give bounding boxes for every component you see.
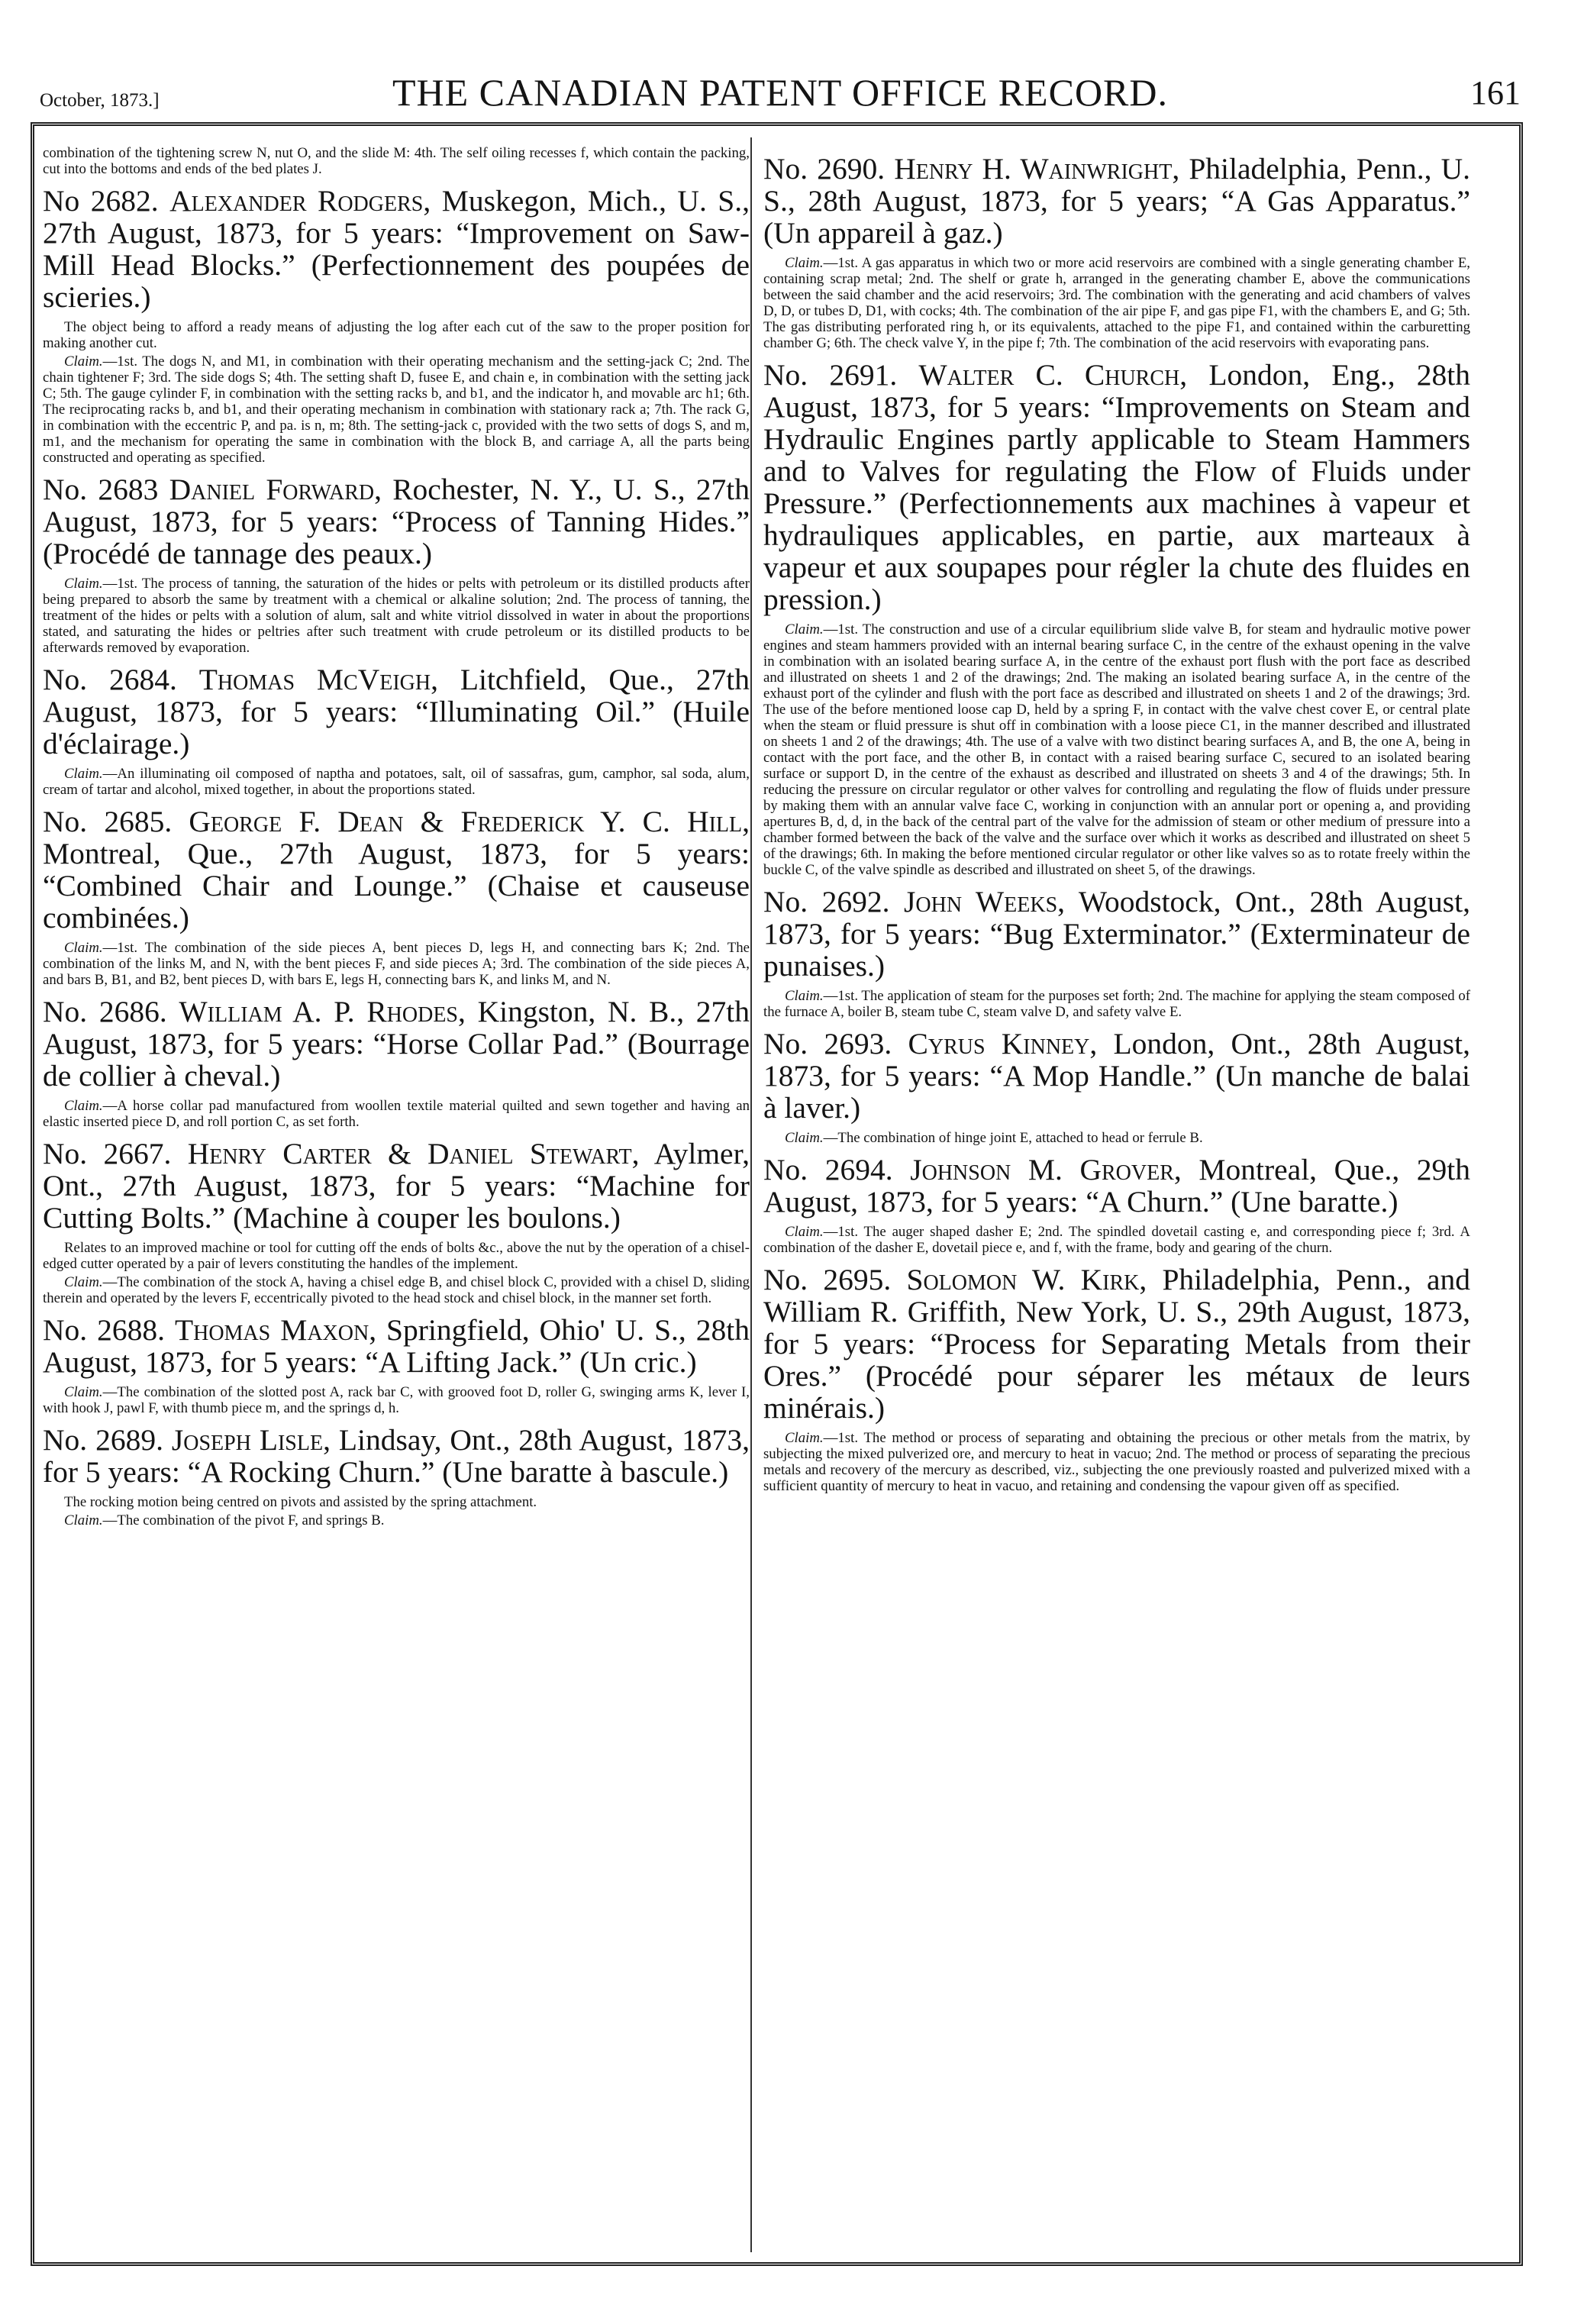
patent-number: No. 2690. (763, 152, 886, 186)
claim-text: —1st. The auger shaped dasher E; 2nd. The spindled dovetail casting e, and corresponding piece f; 3rd. A combination of the dasher E, dovetail piece e, and f, with the frame, body and gearing of the churn. (763, 1224, 1470, 1256)
patentee-name: Alexander Rodgers, (169, 184, 431, 218)
patent-entry (43, 1314, 750, 1416)
patent-entry (43, 1424, 750, 1528)
patent-number: No. 2685. (43, 805, 173, 838)
journal-title: THE CANADIAN PATENT OFFICE RECORD. (392, 71, 1169, 114)
patent-claim (763, 255, 1470, 351)
claim-text: —1st. A gas apparatus in which two or more acid reservoirs are combined with a single generating chamber E, containing scrap metal; 2nd. The shelf or grate h, arranged in the generating chamber E, above the communications between the said chamber and the acid reservoirs; 3rd. The combination with the generating and acid chambers of valves D, D, or tubes D, D1, with cocks; 4th. The combination of the air pipe F, and gas pipe F1, with the chambers E, and G; 5th. The gas distributing perforated ring h, or its equivalents, attached to the pipe F1, and contained within the carburetting chamber G; 6th. The check valve Y, in the pipe f; 7th. The combination of the acid reservoirs with evaporating pans. (763, 255, 1470, 351)
page-number: 161 (1470, 74, 1521, 111)
patent-claim (43, 353, 750, 466)
claim-text: —The combination of the pivot F, and springs B. (102, 1512, 385, 1528)
patent-claim (763, 1130, 1470, 1146)
claim-label: Claim. (785, 988, 824, 1004)
patent-details: Philadelphia, Penn., and William R. Griffith, New York, U. S., 29th August, 1873, for 5 years: “Process for Separating Metals from their Ores.” (Procédé pour séparer les métaux de leurs minérais.) (763, 1263, 1471, 1425)
claim-text: —An illuminating oil composed of naptha and potatoes, salt, oil of sassafras, gum, camphor, sal soda, alum, cream of tartar and alcohol, mixed together, in about the proportions stated. (43, 766, 750, 798)
patent-number: No. 2683 (43, 473, 159, 506)
patent-entry (763, 359, 1470, 878)
patent-entry (43, 1138, 750, 1306)
claim-text: —1st. The combination of the side pieces A, bent pieces D, legs H, and connecting bars K; 2nd. The combination of the links M, and N, with the bent pieces F, and side pieces A; 3rd. The combination of the side pieces A, and bars B, B1, and B2, bent pieces D, with bars E, legs H, connecting bars K, and links M, and N. (43, 940, 750, 988)
patent-claim (43, 766, 750, 798)
patent-details: Montreal, Que., 27th August, 1873, for 5 years: “Combined Chair and Lounge.” (Chaise et causeuse combinées.) (43, 837, 750, 934)
claim-text: —The combination of hinge joint E, attached to head or ferrule B. (823, 1130, 1203, 1146)
patent-heading (763, 886, 1470, 982)
patentee-name: Henry Carter & Daniel Stewart, (187, 1137, 640, 1170)
issue-date: October, 1873.] (40, 90, 160, 111)
patentee-name: Cyrus Kinney, (908, 1027, 1098, 1060)
patent-number: No 2682. (43, 184, 159, 218)
patentee-name: Solomon W. Kirk, (906, 1263, 1147, 1296)
patent-number: No. 2691. (763, 358, 898, 392)
patent-number: No. 2694. (763, 1153, 893, 1186)
patent-number: No. 2692. (763, 885, 890, 918)
patent-entry (763, 153, 1470, 351)
patent-entry (763, 1028, 1470, 1146)
patent-heading (43, 663, 750, 760)
patent-details: Woodstock, Ont., 28th August, 1873, for 5 years: “Bug Exterminator.” (Exterminateur de punaises.) (763, 885, 1470, 983)
claim-text: —A horse collar pad manufactured from woollen textile material quilted and sewn together and having an elastic inserted piece D, and roll portion C, as set forth. (43, 1098, 750, 1130)
claim-label: Claim. (64, 940, 103, 956)
patent-details: London, Eng., 28th August, 1873, for 5 years: “Improvements on Steam and Hydraulic Engines partly applicable to Steam Hammers and to Valves for regulating the Flow of Fluids under Pressure.” (Perfectionnements aux machines à vapeur et hydrauliques applicables, en partie, aux marteaux à vapeur et aux soupapes pour régler la chute des fluides en pression.) (763, 358, 1471, 616)
patent-claim (43, 1274, 750, 1306)
patent-details: Rochester, N. Y., U. S., 27th August, 1873, for 5 years: “Process of Tanning Hides.” (Procédé de tannage des peaux.) (43, 473, 750, 570)
patent-details: Montreal, Que., 29th August, 1873, for 5 years: “A Churn.” (Une baratte.) (763, 1153, 1471, 1218)
patent-number: No. 2686. (43, 995, 167, 1028)
column-divider (750, 137, 752, 2252)
patent-heading (763, 153, 1470, 249)
claim-label: Claim. (64, 1098, 103, 1114)
patent-description: The object being to afford a ready means of adjusting the log after each cut of the saw to the proper position for making another cut. (43, 319, 750, 351)
claim-label: Claim. (64, 353, 103, 370)
patent-claim (43, 940, 750, 988)
patentee-name: Daniel Forward, (169, 473, 382, 506)
left-column (43, 145, 750, 1531)
patent-claim (43, 1098, 750, 1130)
patent-description: The rocking motion being centred on pivots and assisted by the spring attachment. (64, 1494, 537, 1510)
patentee-name: Henry H. Wainwright, (894, 152, 1180, 186)
patentee-name: Thomas Maxon, (174, 1313, 377, 1347)
patent-heading (43, 185, 750, 313)
patent-claim (763, 1224, 1470, 1256)
claim-text: —The combination of the slotted post A, rack bar C, with grooved foot D, roller G, swinging arms K, lever I, with hook J, pawl F, with thumb piece m, and the springs d, h. (43, 1384, 750, 1416)
claim-label: Claim. (64, 766, 103, 782)
patent-heading (763, 359, 1470, 615)
patentee-name: Walter C. Church, (918, 358, 1188, 392)
patentee-name: Joseph Lisle, (171, 1423, 331, 1457)
patent-heading (43, 805, 750, 934)
patentee-name: Thomas McVeigh, (198, 663, 438, 696)
patent-entry (763, 1154, 1470, 1256)
patentee-name: William A. P. Rhodes, (179, 995, 466, 1028)
claim-text: —1st. The application of steam for the purposes set forth; 2nd. The machine for applying the steam composed of the furnace A, boiler B, steam tube C, steam valve D, and safety valve E. (763, 988, 1471, 1020)
patent-heading (43, 1138, 750, 1234)
continuation-text: combination of the tightening screw N, nut O, and the slide M: 4th. The self oiling recesses f, which contain the packing, cut into the bottoms and ends of the bed plates J. (43, 145, 750, 177)
patent-entry (43, 185, 750, 466)
claim-text: —1st. The method or process of separating and obtaining the precious or other metals from the matrix, by subjecting the mixed pulverized ore, and mercury to heat in vacuo; 2nd. The method or process of separating the precious metals and recovery of the mercury as described, viz., subjecting the one previously roasted and pulverized mixed with a sufficient quantity of mercury to heat in vacuo, and retaining and condensing the vapour given off as specified. (763, 1430, 1470, 1494)
claim-label: Claim. (64, 1512, 103, 1528)
patent-entry (763, 1264, 1470, 1494)
claim-label: Claim. (785, 1430, 824, 1446)
page-header (40, 67, 1521, 113)
claim-text: —1st. The process of tanning, the saturation of the hides or pelts with petroleum or its distilled products after being prepared to absorb the same by treatment with a chemical or alkaline solution; 2nd. The process of tanning, the treatment of the hides or pelts with a solution of alum, salt and white vitriol dissolved in water in about the proportions stated, and saturating the hides or peltries after such treatment with crude petroleum or its distilled products to be afterwards removed by evaporation. (43, 576, 750, 656)
patent-claim (43, 1512, 750, 1528)
patent-entry (43, 805, 750, 988)
claim-text: —The combination of the stock A, having a chisel edge B, and chisel block C, provided with a chisel D, sliding therein and operated by the levers F, eccentrically pivoted to the head stock and chisel block, in the manner set forth. (43, 1274, 750, 1306)
patent-entry (43, 473, 750, 656)
patent-details: Lindsay, Ont., 28th August, 1873, for 5 years: “A Rocking Churn.” (Une baratte à bascule.) (43, 1423, 750, 1489)
patent-number: No. 2689. (43, 1423, 163, 1457)
patent-heading (43, 473, 750, 570)
patent-details: Kingston, N. B., 27th August, 1873, for 5 years: “Horse Collar Pad.” (Bourrage de collier à cheval.) (43, 995, 750, 1093)
patentee-name: Johnson M. Grover, (910, 1153, 1182, 1186)
right-column (763, 145, 1470, 1496)
patent-number: No. 2667. (43, 1137, 172, 1170)
patent-entry (43, 663, 750, 798)
patent-claim (763, 988, 1470, 1020)
patent-description: Relates to an improved machine or tool for cutting off the ends of bolts &c., above the nut by the operation of a chisel-edged cutter operated by a pair of levers constituting the handles of the implement. (43, 1240, 750, 1272)
patent-details: Philadelphia, Penn., U. S., 28th August, 1873, for 5 years; “A Gas Apparatus.” (Un appareil à gaz.) (763, 152, 1471, 250)
patent-details: Aylmer, Ont., 27th August, 1873, for 5 years: “Machine for Cutting Bolts.” (Machine à couper les boulons.) (43, 1137, 750, 1235)
claim-label: Claim. (64, 1384, 103, 1400)
claim-label: Claim. (64, 1274, 103, 1290)
claim-label: Claim. (64, 576, 103, 592)
patent-claim (43, 576, 750, 656)
claim-text: —1st. The dogs N, and M1, in combination with their operating mechanism and the setting-jack C; 2nd. The chain tightener F; 3rd. The side dogs S; 4th. The setting shaft D, fusee E, and chain e, in combination with the setting jack C; 5th. The gauge cylinder F, in combination with the setting racks b, and b1, and the indicator h, and movable arc h1; 6th. The reciprocating racks b, and b1, and their operating mechanism in combination with stationary rack a; 7th. The rack G, in combination with the eccentric P, and pa. is n, m; 8th. The setting-jack c, provided with the two setts of dogs S, and m, m1, and the mechanism for operating the same in combination with the block B, and carriage A, all the parts being constructed and operating as specified. (43, 353, 750, 466)
patentee-name: George F. Dean & Frederick Y. C. Hill, (189, 805, 750, 838)
patent-heading (43, 1424, 750, 1488)
patent-number: No. 2693. (763, 1027, 892, 1060)
claim-label: Claim. (785, 1130, 824, 1146)
patent-number: No. 2695. (763, 1263, 892, 1296)
patent-details: Muskegon, Mich., U. S., 27th August, 1873, for 5 years: “Improvement on Saw-Mill Head Blocks.” (Perfectionnement des poupées de scieries.) (43, 184, 750, 314)
patent-heading (763, 1154, 1470, 1218)
patent-claim (763, 621, 1470, 878)
claim-label: Claim. (785, 255, 824, 271)
patent-heading (43, 996, 750, 1092)
claim-label: Claim. (785, 621, 824, 637)
patent-claim (763, 1430, 1470, 1494)
patent-entry (763, 886, 1470, 1020)
patent-entry (43, 996, 750, 1130)
patentee-name: John Weeks, (904, 885, 1066, 918)
patent-details: Litchfield, Que., 27th August, 1873, for 5 years: “Illuminating Oil.” (Huile d'éclairage.) (43, 663, 750, 760)
patent-heading (763, 1028, 1470, 1124)
patent-heading (43, 1314, 750, 1378)
claim-label: Claim. (785, 1224, 824, 1240)
claim-text: —1st. The construction and use of a circular equilibrium slide valve B, for steam and hydraulic motive power engines and steam hammers provided with an internal bearing surface C, in the centre of the exhaust opening in the valve in combination with an isolated bearing surface A, in the centre of the exhaust port flush with the port face as described and illustrated on sheets 1 and 2 of the drawings; 2nd. The making an isolated bearing surface A, in the centre of the exhaust port of the cylinder and flush with the port face as described and illustrated on sheets 1 and 2 of the drawings; 3rd. The use of the before mentioned loose cap D, held by a spring F, in contact with the valve chest cover E, or central plate when the steam or fluid pressure is shut off in combination with a loose piece C1, in the manner described and illustrated on sheets 1 and 2 of the drawings; 4th. The use of a valve with two distinct bearing surfaces A, and B, the one A, being in contact with the port face, and the other B, in contact with a raised bearing surface C, secured to an isolated bearing surface or support D, in the centre of the exhaust as described and illustrated on sheets 3 and 4 of the drawings; 5th. In reducing the pressure on circular regulator or other valves for controlling and regulating the flow of fluids under pressure by making them with an annular valve face C, working in conjunction with an annular port or opening a, and providing apertures B, d, d, in the back of the central part of the valve for the admission of steam or other medium of pressure into a chamber formed between the back of the valve and the surface over which it works as described and illustrated on sheet 5 of the drawings; 6th. In making the before mentioned circular regulator or other like valves so as to rotate freely within the buckle C, of the valve spindle as described and illustrated on sheet 5, of the drawings. (763, 621, 1470, 878)
patent-heading (763, 1264, 1470, 1424)
patent-details: Springfield, Ohio' U. S., 28th August, 1873, for 5 years: “A Lifting Jack.” (Un cric.) (43, 1313, 750, 1379)
patent-number: No. 2688. (43, 1313, 165, 1347)
patent-claim (43, 1384, 750, 1416)
patent-number: No. 2684. (43, 663, 177, 696)
patent-details: London, Ont., 28th August, 1873, for 5 years: “A Mop Handle.” (Un manche de balai à laver.) (763, 1027, 1470, 1125)
